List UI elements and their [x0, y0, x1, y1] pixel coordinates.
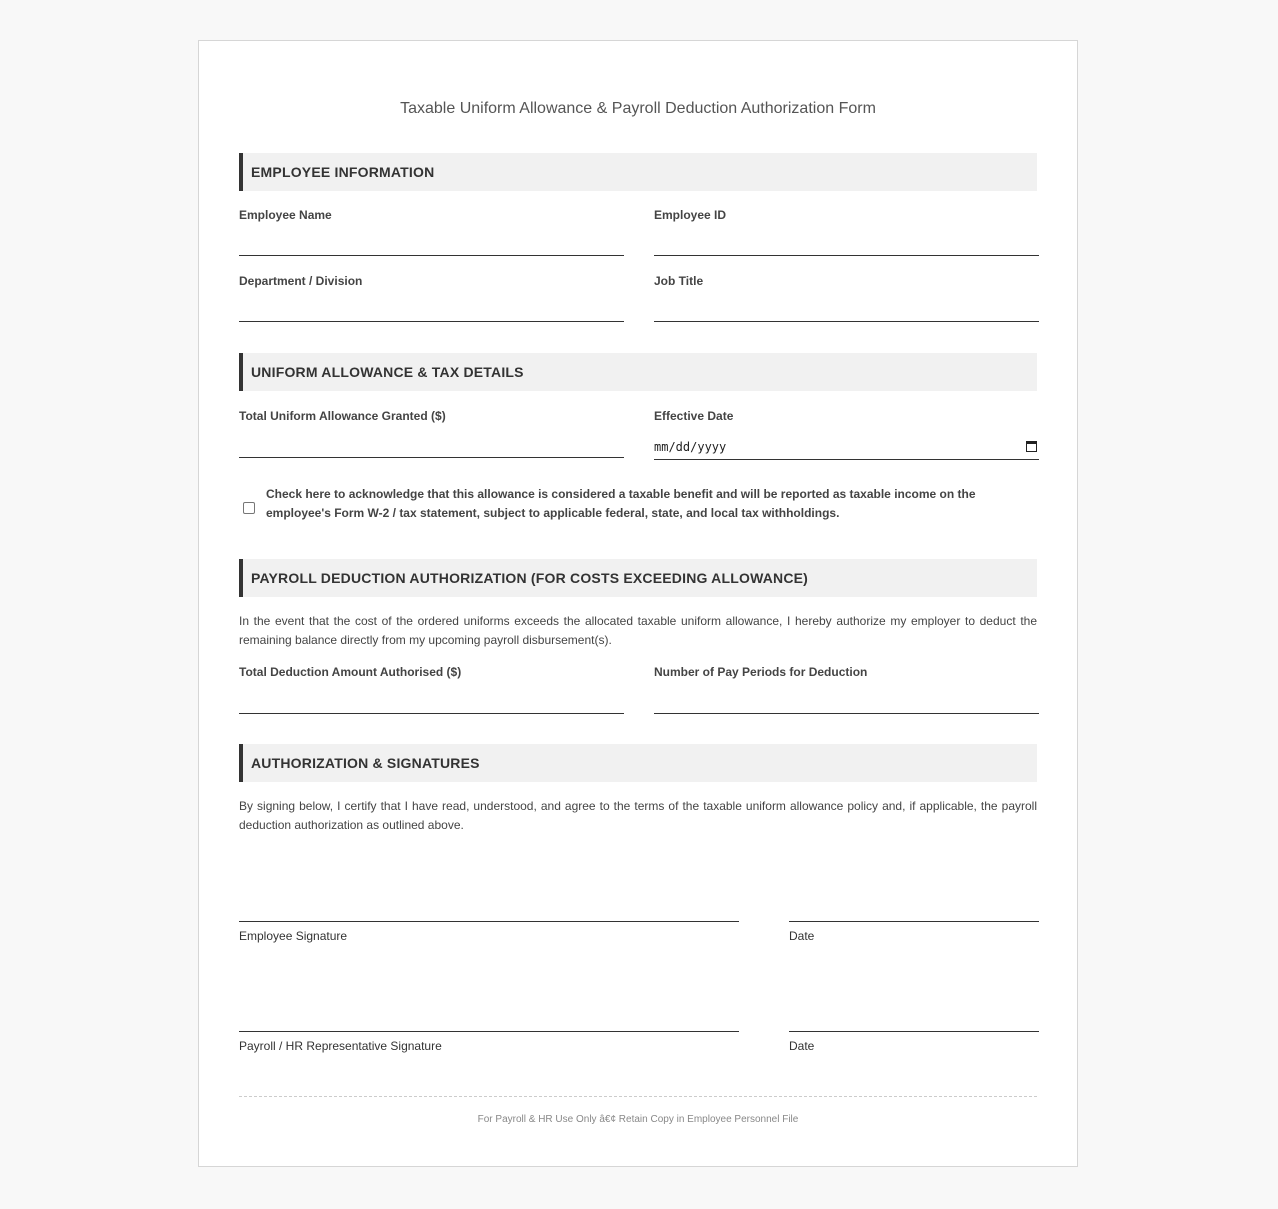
payroll-description: In the event that the cost of the ordered uniforms exceeds the allocated taxable uniform allowance, I hereby authorize my employer to deduct the remaining balance directly from my upcoming payroll disbursement(s). — [239, 614, 1037, 647]
employee-name-label: Employee Name — [239, 208, 332, 222]
total-deduction-input[interactable] — [239, 693, 624, 714]
employee-name-input[interactable] — [239, 235, 624, 256]
employee-id-label: Employee ID — [654, 208, 727, 222]
total-deduction-field — [239, 665, 624, 715]
form-page — [198, 40, 1078, 1167]
effective-date-placeholder: mm/dd/yyyy — [654, 440, 727, 454]
employee-signature-line[interactable] — [239, 921, 739, 922]
employee-id-input[interactable] — [654, 235, 1039, 256]
effective-date-label: Effective Date — [654, 409, 734, 423]
section-header-employee-information: EMPLOYEE INFORMATION — [239, 153, 1037, 191]
hr-date-block — [789, 1031, 1039, 1053]
total-allowance-input[interactable] — [239, 437, 624, 458]
section-header-signatures: AUTHORIZATION & SIGNATURES — [239, 744, 1037, 782]
footer-divider — [239, 1096, 1037, 1097]
employee-date-line[interactable] — [789, 921, 1039, 922]
acknowledge-text: Check here to acknowledge that this allowance is considered a taxable benefit and will be reported as taxable income on the employee's Form W-2 / tax statement, subject to applicable federal, state, and local tax withholdings. — [266, 487, 976, 520]
hr-signature-line[interactable] — [239, 1031, 739, 1032]
pay-periods-field — [654, 665, 1039, 715]
acknowledge-checkbox[interactable] — [243, 502, 255, 514]
pay-periods-input[interactable] — [654, 693, 1039, 714]
job-title-field — [654, 274, 1039, 324]
section-header-payroll-deduction: PAYROLL DEDUCTION AUTHORIZATION (FOR COSTS EXCEEDING ALLOWANCE) — [239, 559, 1037, 597]
hr-date-label: Date — [789, 1039, 815, 1053]
effective-date-field — [654, 409, 1039, 463]
footer-note: For Payroll & HR Use Only â€¢ Retain Copy in Employee Personnel File — [477, 1114, 799, 1125]
job-title-input[interactable] — [654, 301, 1039, 322]
hr-signature-block — [239, 1031, 739, 1053]
employee-id-field — [654, 208, 1039, 258]
total-allowance-field — [239, 409, 624, 459]
hr-signature-label: Payroll / HR Representative Signature — [239, 1039, 442, 1053]
employee-signature-block — [239, 921, 739, 943]
calendar-icon[interactable] — [1026, 441, 1037, 452]
effective-date-input[interactable] — [654, 435, 1039, 460]
hr-date-line[interactable] — [789, 1031, 1039, 1032]
employee-date-label: Date — [789, 929, 815, 943]
employee-name-field — [239, 208, 624, 258]
department-input[interactable] — [239, 301, 624, 322]
department-field — [239, 274, 624, 324]
employee-date-block — [789, 921, 1039, 943]
signatures-description: By signing below, I certify that I have read, understood, and agree to the terms of the taxable uniform allowance policy and, if applicable, the payroll deduction authorization as outlined above. — [239, 799, 1037, 832]
total-allowance-label: Total Uniform Allowance Granted ($) — [239, 409, 446, 423]
pay-periods-label: Number of Pay Periods for Deduction — [654, 665, 868, 679]
employee-signature-label: Employee Signature — [239, 929, 348, 943]
job-title-label: Job Title — [654, 274, 704, 288]
total-deduction-label: Total Deduction Amount Authorised ($) — [239, 665, 462, 679]
department-label: Department / Division — [239, 274, 363, 288]
form-title: Taxable Uniform Allowance & Payroll Deduction Authorization Form — [400, 100, 876, 117]
section-header-uniform-allowance: UNIFORM ALLOWANCE & TAX DETAILS — [239, 353, 1037, 391]
